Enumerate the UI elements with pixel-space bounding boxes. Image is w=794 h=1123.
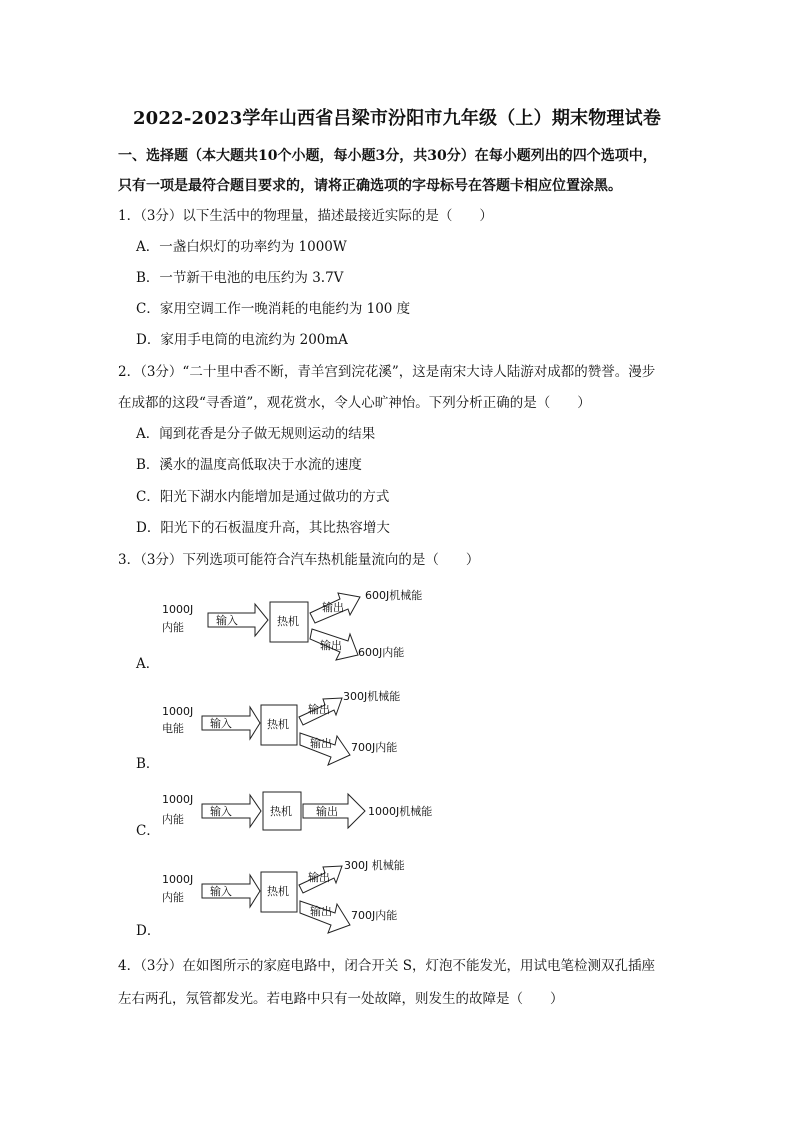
output-1-value: 1000J机械能	[368, 805, 433, 818]
output-1-value: 300J 机械能	[344, 859, 405, 872]
input-type: 内能	[162, 621, 184, 634]
section-heading-line1: 一、选择题（本大题共10个小题，每小题3分，共30分）在每小题列出的四个选项中，	[118, 148, 657, 164]
q2-option-c: C．阳光下湖水内能增加是通过做功的方式	[136, 489, 390, 505]
q1-stem: 1．（3分）以下生活中的物理量，描述最接近实际的是（ ）	[118, 208, 493, 224]
output-arrow-2-label: 输出	[310, 905, 332, 918]
output-1-value: 300J机械能	[343, 690, 401, 703]
input-type: 内能	[162, 813, 184, 826]
output-arrow-2-label: 输出	[320, 639, 342, 652]
output-2-value: 600J内能	[358, 646, 405, 659]
q2-stem-line1: 2．（3分）“二十里中香不断，青羊宫到浣花溪”，这是南宋大诗人陆游对成都的赞誉。漫步	[118, 364, 656, 380]
section-heading-line2: 只有一项是最符合题目要求的，请将正确选项的字母标号在答题卡相应位置涂黑。	[118, 178, 622, 194]
q1-option-a: A．一盏白炽灯的功率约为 1000W	[136, 239, 347, 255]
q2-stem-line2: 在成都的这段“寻香道”，观花赏水，令人心旷神怡。下列分析正确的是（ ）	[118, 395, 591, 411]
q3-diagram-c	[160, 785, 460, 840]
input-amount: 1000J	[162, 603, 194, 616]
q4-stem-line1: 4．（3分）在如图所示的家庭电路中，闭合开关 S，灯泡不能发光，用试电笔检测双孔插座	[118, 958, 655, 974]
input-amount: 1000J	[162, 705, 194, 718]
output-2-value: 700J内能	[351, 741, 398, 754]
output-arrow-1-label: 输出	[316, 805, 338, 818]
output-1-value: 600J机械能	[365, 589, 423, 602]
q3-option-c-letter: C．	[136, 823, 160, 839]
input-amount: 1000J	[162, 873, 194, 886]
q2-option-d: D．阳光下的石板温度升高，其比热容增大	[136, 520, 390, 536]
input-arrow-label: 输入	[210, 717, 232, 730]
q1-option-d: D．家用手电筒的电流约为 200mA	[136, 332, 348, 348]
input-amount: 1000J	[162, 793, 194, 806]
q1-option-c: C．家用空调工作一晚消耗的电能约为 100 度	[136, 301, 411, 317]
input-arrow-label: 输入	[210, 805, 232, 818]
input-type: 内能	[162, 891, 184, 904]
output-arrow-1-label: 输出	[322, 601, 344, 614]
q2-option-a: A．闻到花香是分子做无规则运动的结果	[136, 426, 376, 442]
q1-option-b: B．一节新干电池的电压约为 3.7V	[136, 270, 344, 286]
input-arrow-label: 输入	[210, 885, 232, 898]
input-arrow-label: 输入	[216, 614, 238, 627]
output-arrow-1-label: 输出	[308, 703, 330, 716]
input-type: 电能	[162, 722, 184, 735]
page-title: 2022-2023学年山西省吕梁市汾阳市九年级（上）期末物理试卷	[132, 108, 662, 129]
engine-label: 热机	[267, 885, 289, 898]
q2-option-b: B．溪水的温度高低取决于水流的速度	[136, 457, 362, 473]
q3-option-b-letter: B．	[136, 756, 160, 772]
output-arrow-1-label: 输出	[308, 871, 330, 884]
q3-diagram-d	[160, 855, 460, 940]
output-arrow-2-label: 输出	[310, 737, 332, 750]
q3-diagram-b	[160, 685, 460, 770]
q3-stem: 3．（3分）下列选项可能符合汽车热机能量流向的是（ ）	[118, 552, 480, 568]
engine-label: 热机	[267, 718, 289, 731]
q3-option-d-letter: D．	[136, 923, 161, 939]
q3-diagram-a	[160, 585, 460, 670]
output-2-value: 700J内能	[351, 909, 398, 922]
engine-label: 热机	[270, 805, 292, 818]
engine-label: 热机	[277, 615, 299, 628]
q3-option-a-letter: A．	[136, 656, 160, 672]
q4-stem-line2: 左右两孔，氖管都发光。若电路中只有一处故障，则发生的故障是（ ）	[118, 991, 564, 1007]
